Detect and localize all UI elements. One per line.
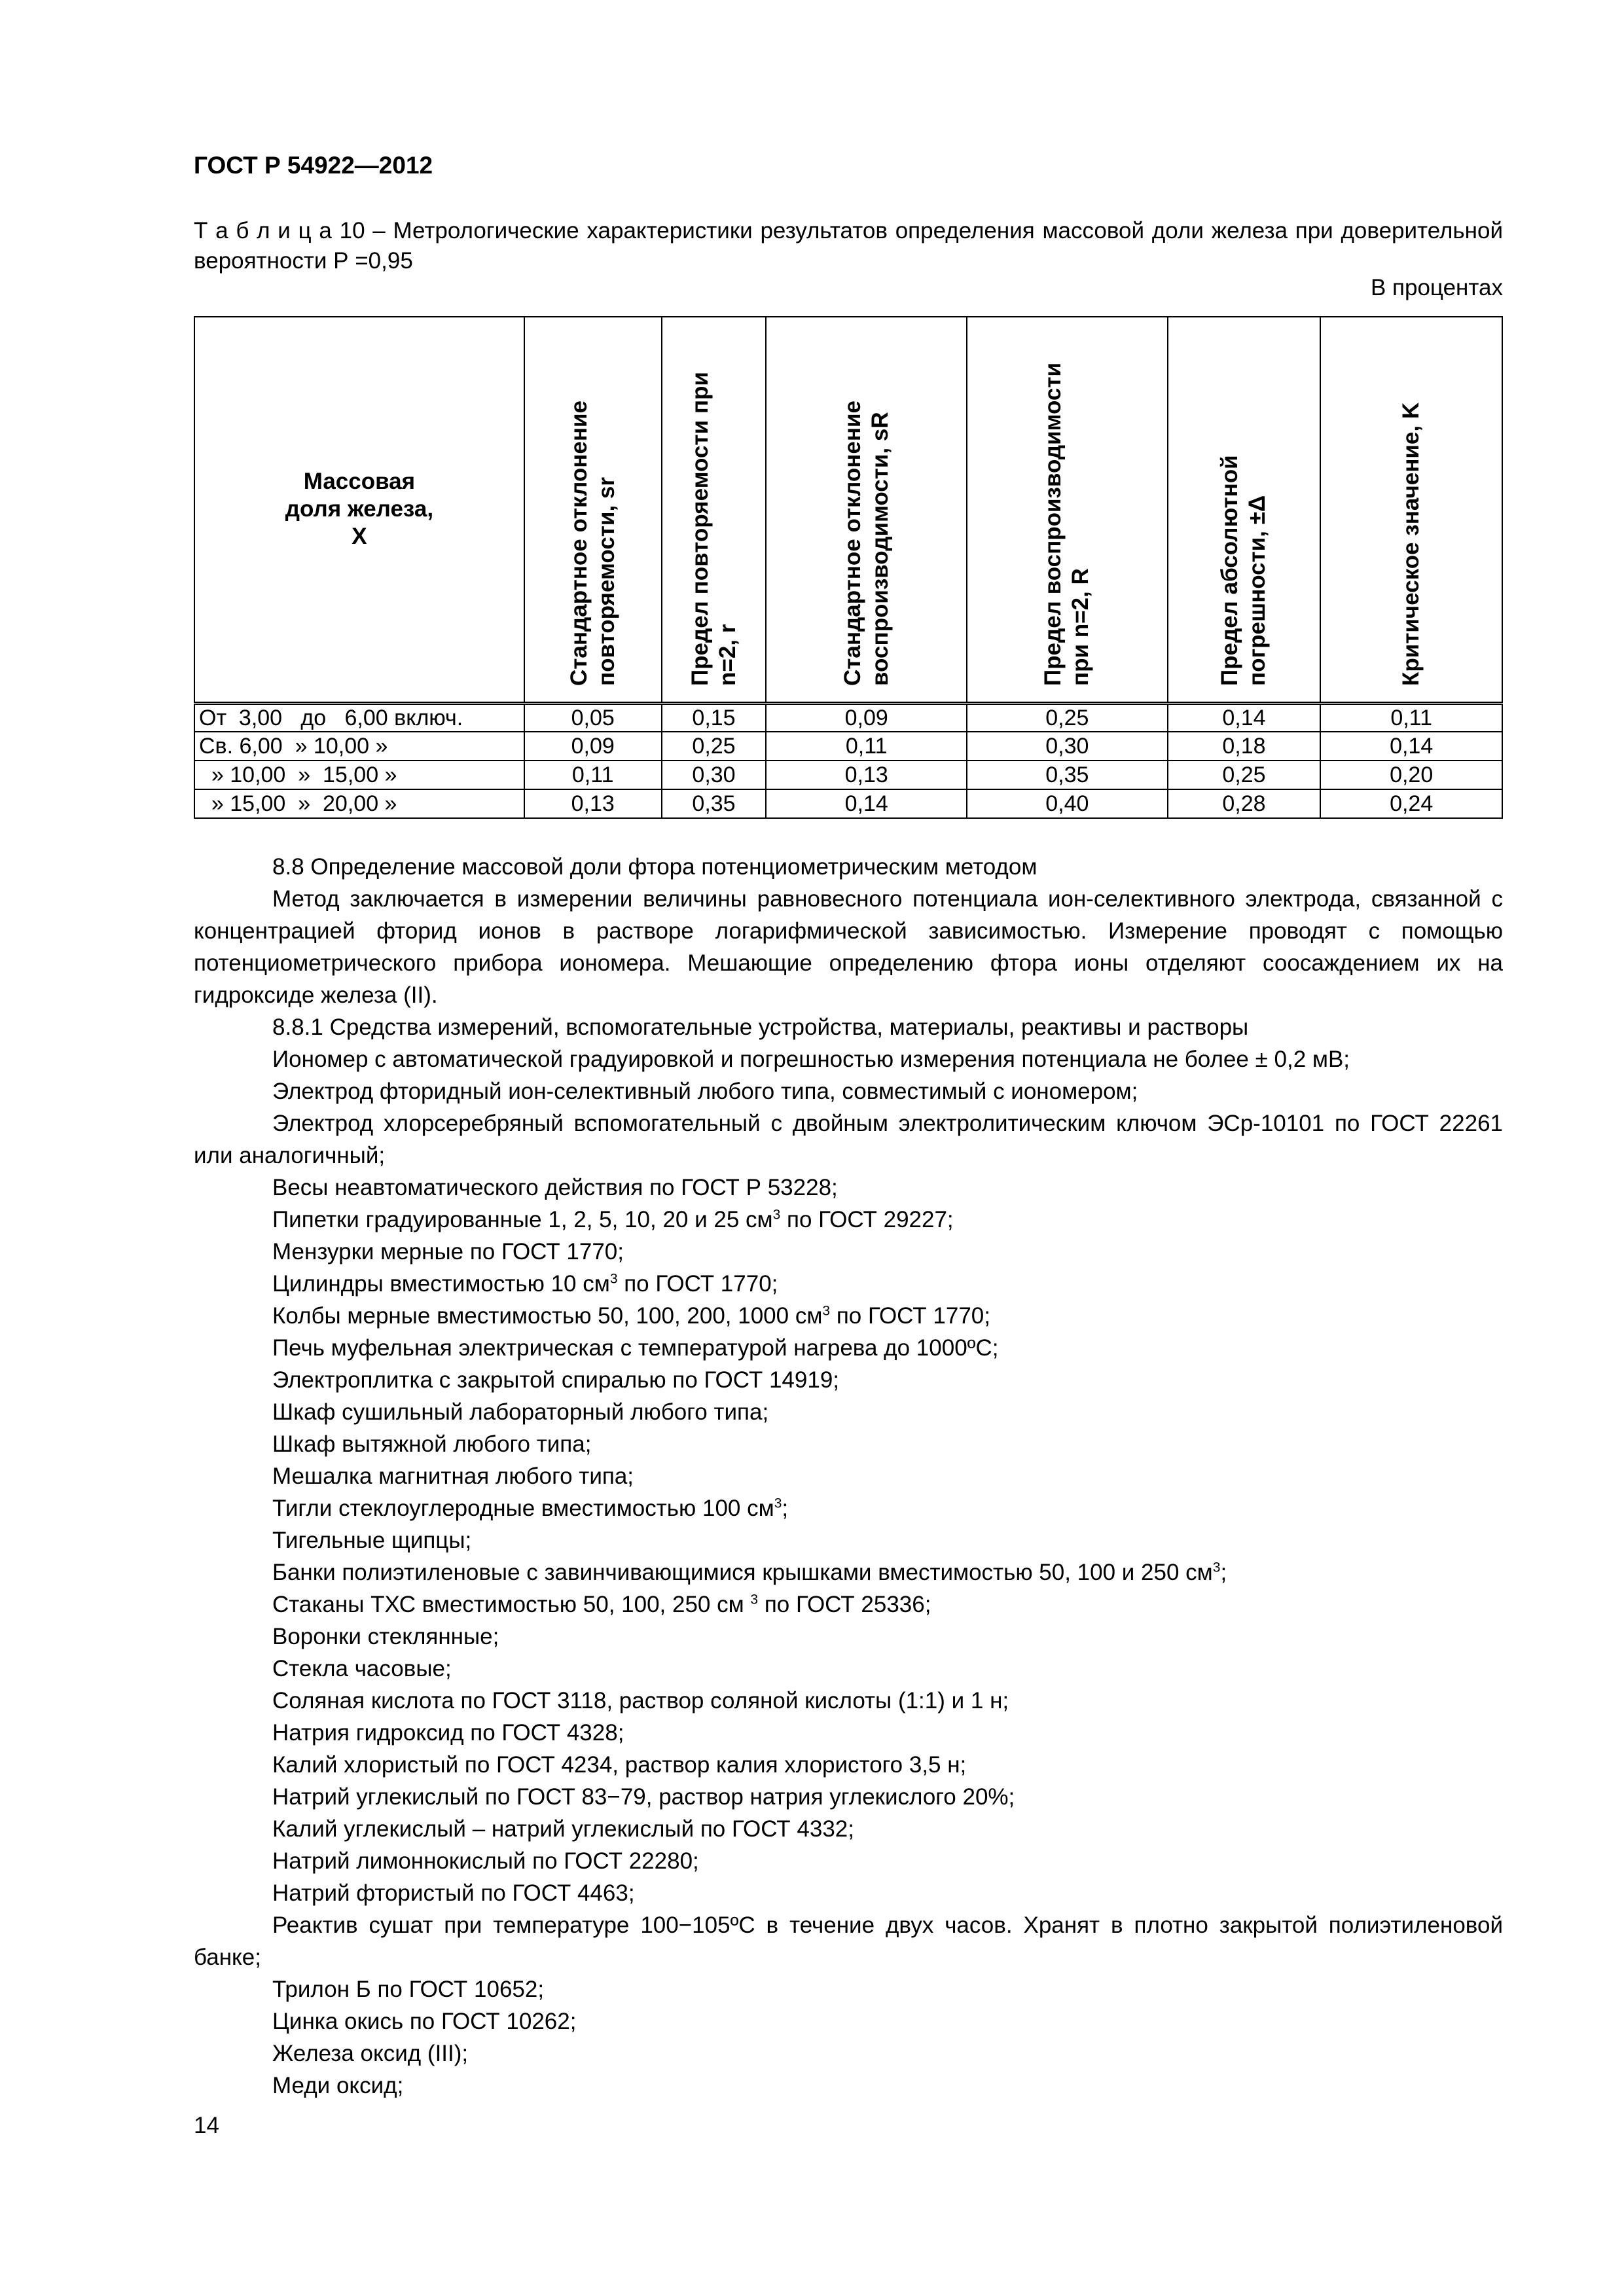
table-cell: 0,35 — [967, 761, 1168, 789]
table-cell: 0,11 — [1320, 703, 1502, 732]
page-number: 14 — [194, 2113, 219, 2138]
list-item: Натрий фтористый по ГОСТ 4463; — [272, 1880, 635, 1906]
list-item: Колбы мерные вместимостью 50, 100, 200, 1000 $см^3$ по ГОСТ 1770; — [272, 1303, 990, 1329]
column-header-iron-fraction: Массовая доля железа, X — [194, 317, 524, 703]
list-item: Электрод хлорсеребряный вспомогательный с двойным электролитическим ключом ЭСр-10101 по ГОСТ 22261 или аналогичный; — [194, 1111, 1503, 1168]
table-cell: 0,15 — [662, 703, 767, 732]
table-cell: 0,11 — [524, 761, 662, 789]
list-item: Железа оксид (III); — [272, 2041, 469, 2066]
table-caption: Т а б л и ц а 10 – Метрологические характеристики результатов определения массовой доли железа при доверительной вероятности Р =0,95 — [194, 218, 1503, 274]
list-item: Электрод фторидный ион-селективный любого типа, совместимый с иономером; — [272, 1079, 1138, 1104]
table-cell: 0,40 — [967, 789, 1168, 818]
table-cell: 0,25 — [1168, 761, 1321, 789]
list-item: Мензурки мерные по ГОСТ 1770; — [272, 1239, 624, 1265]
paragraph: Реактив сушат при температуре 100−105ºС в течение двух часов. Хранят в плотно закрытой полиэтиленовой банке; — [194, 1912, 1503, 1970]
list-item: Цинка окись по ГОСТ 10262; — [272, 2009, 577, 2034]
column-header-reproducibility-limit: Предел воспроизводимости при n=2, R — [967, 317, 1168, 703]
column-header-repeatability-limit: Предел повторяемости при n=2, r — [662, 317, 767, 703]
column-header-reproducibility-sd: Стандартное отклонение воспроизводимости, sR — [766, 317, 967, 703]
document-body — [194, 851, 1503, 2102]
section-heading: 8.8 Определение массовой доли фтора потенциометрическим методом — [272, 854, 1038, 880]
table-cell: 0,11 — [766, 732, 967, 761]
table-header-row — [194, 317, 1502, 703]
list-item: Натрий углекислый по ГОСТ 83−79, раствор натрия углекислого 20%; — [272, 1784, 1015, 1810]
list-item: Банки полиэтиленовые с завинчивающимися крышками вместимостью 50, 100 и 250 $см^3$; — [272, 1560, 1227, 1585]
list-item: Воронки стеклянные; — [272, 1624, 499, 1649]
list-item: Цилиндры вместимостью 10 $см^3$ по ГОСТ 1770; — [272, 1271, 778, 1297]
list-item: Натрия гидроксид по ГОСТ 4328; — [272, 1720, 624, 1746]
column-header-absolute-error-limit: Предел абсолютной погрешности, ±Δ — [1168, 317, 1321, 703]
table-cell: 0,09 — [766, 703, 967, 732]
table-cell: 0,13 — [766, 761, 967, 789]
list-item: Стаканы ТХС вместимостью 50, 100, 250 см $^3$ по ГОСТ 25336; — [272, 1592, 931, 1617]
list-item: Шкаф вытяжной любого типа; — [272, 1431, 592, 1457]
table-cell: 0,24 — [1320, 789, 1502, 818]
column-header-repeatability-sd: Стандартное отклонение повторяемости, sr — [524, 317, 662, 703]
table-cell: » 15,00 » 20,00 » — [194, 789, 524, 818]
table-row — [194, 703, 1502, 732]
list-item: Тигельные щипцы; — [272, 1528, 472, 1553]
table-cell: 0,09 — [524, 732, 662, 761]
column-header-critical-value: Критическое значение, K — [1320, 317, 1502, 703]
table-row — [194, 789, 1502, 818]
table-cell: 0,18 — [1168, 732, 1321, 761]
list-item: Стекла часовые; — [272, 1656, 452, 1681]
metrology-table — [194, 316, 1503, 819]
table-cell: 0,14 — [766, 789, 967, 818]
table-cell: 0,28 — [1168, 789, 1321, 818]
list-item: Пипетки градуированные 1, 2, 5, 10, 20 и 25 $см^3$ по ГОСТ 29227; — [272, 1207, 954, 1232]
list-item: Электроплитка с закрытой спиралью по ГОСТ 14919; — [272, 1367, 840, 1393]
list-item: Мешалка магнитная любого типа; — [272, 1463, 634, 1489]
list-item: Натрий лимоннокислый по ГОСТ 22280; — [272, 1848, 699, 1874]
list-item: Печь муфельная электрическая с температурой нагрева до 1000ºС; — [272, 1335, 999, 1361]
table-row — [194, 761, 1502, 789]
table-cell: 0,35 — [662, 789, 767, 818]
document-standard-number: ГОСТ Р 54922—2012 — [194, 152, 433, 179]
list-item: Соляная кислота по ГОСТ 3118, раствор соляной кислоты (1:1) и 1 н; — [272, 1688, 1009, 1713]
list-item: Тигли стеклоуглеродные вместимостью 100 $см^3$; — [272, 1496, 789, 1521]
table-cell: 0,14 — [1320, 732, 1502, 761]
table-cell: 0,25 — [967, 703, 1168, 732]
table-row — [194, 732, 1502, 761]
table-cell: 0,30 — [967, 732, 1168, 761]
list-item: Шкаф сушильный лабораторный любого типа; — [272, 1399, 769, 1425]
table-cell: 0,13 — [524, 789, 662, 818]
table-cell: » 10,00 » 15,00 » — [194, 761, 524, 789]
list-item: Весы неавтоматического действия по ГОСТ Р 53228; — [272, 1175, 838, 1200]
table-cell: 0,25 — [662, 732, 767, 761]
table-cell: 0,14 — [1168, 703, 1321, 732]
list-item: Трилон Б по ГОСТ 10652; — [272, 1977, 545, 2002]
paragraph: Метод заключается в измерении величины равновесного потенциала ион-селективного электрода, связанной с концентрацией фторид ионов в растворе логарифмической зависимостью. Измерение проводят с помощью потенциометрического прибора иономера. Мешающие определению фтора ионы отделяют соосаждением их на гидроксиде железа (II). — [194, 886, 1503, 1008]
table-cell: 0,30 — [662, 761, 767, 789]
table-cell: Св. 6,00 » 10,00 » — [194, 732, 524, 761]
table-cell: От 3,00 до 6,00 включ. — [194, 703, 524, 732]
list-item: Калий углекислый – натрий углекислый по ГОСТ 4332; — [272, 1816, 854, 1842]
table-cell: 0,20 — [1320, 761, 1502, 789]
table-cell: 0,05 — [524, 703, 662, 732]
list-item: Иономер с автоматической градуировкой и погрешностью измерения потенциала не более ± 0,2 мВ; — [272, 1047, 1350, 1072]
subsection-heading: 8.8.1 Средства измерений, вспомогательные устройства, материалы, реактивы и растворы — [272, 1014, 1249, 1040]
list-item: Меди оксид; — [272, 2073, 404, 2098]
list-item: Калий хлористый по ГОСТ 4234, раствор калия хлористого 3,5 н; — [272, 1752, 967, 1778]
table-units-label: В процентах — [1370, 275, 1503, 300]
